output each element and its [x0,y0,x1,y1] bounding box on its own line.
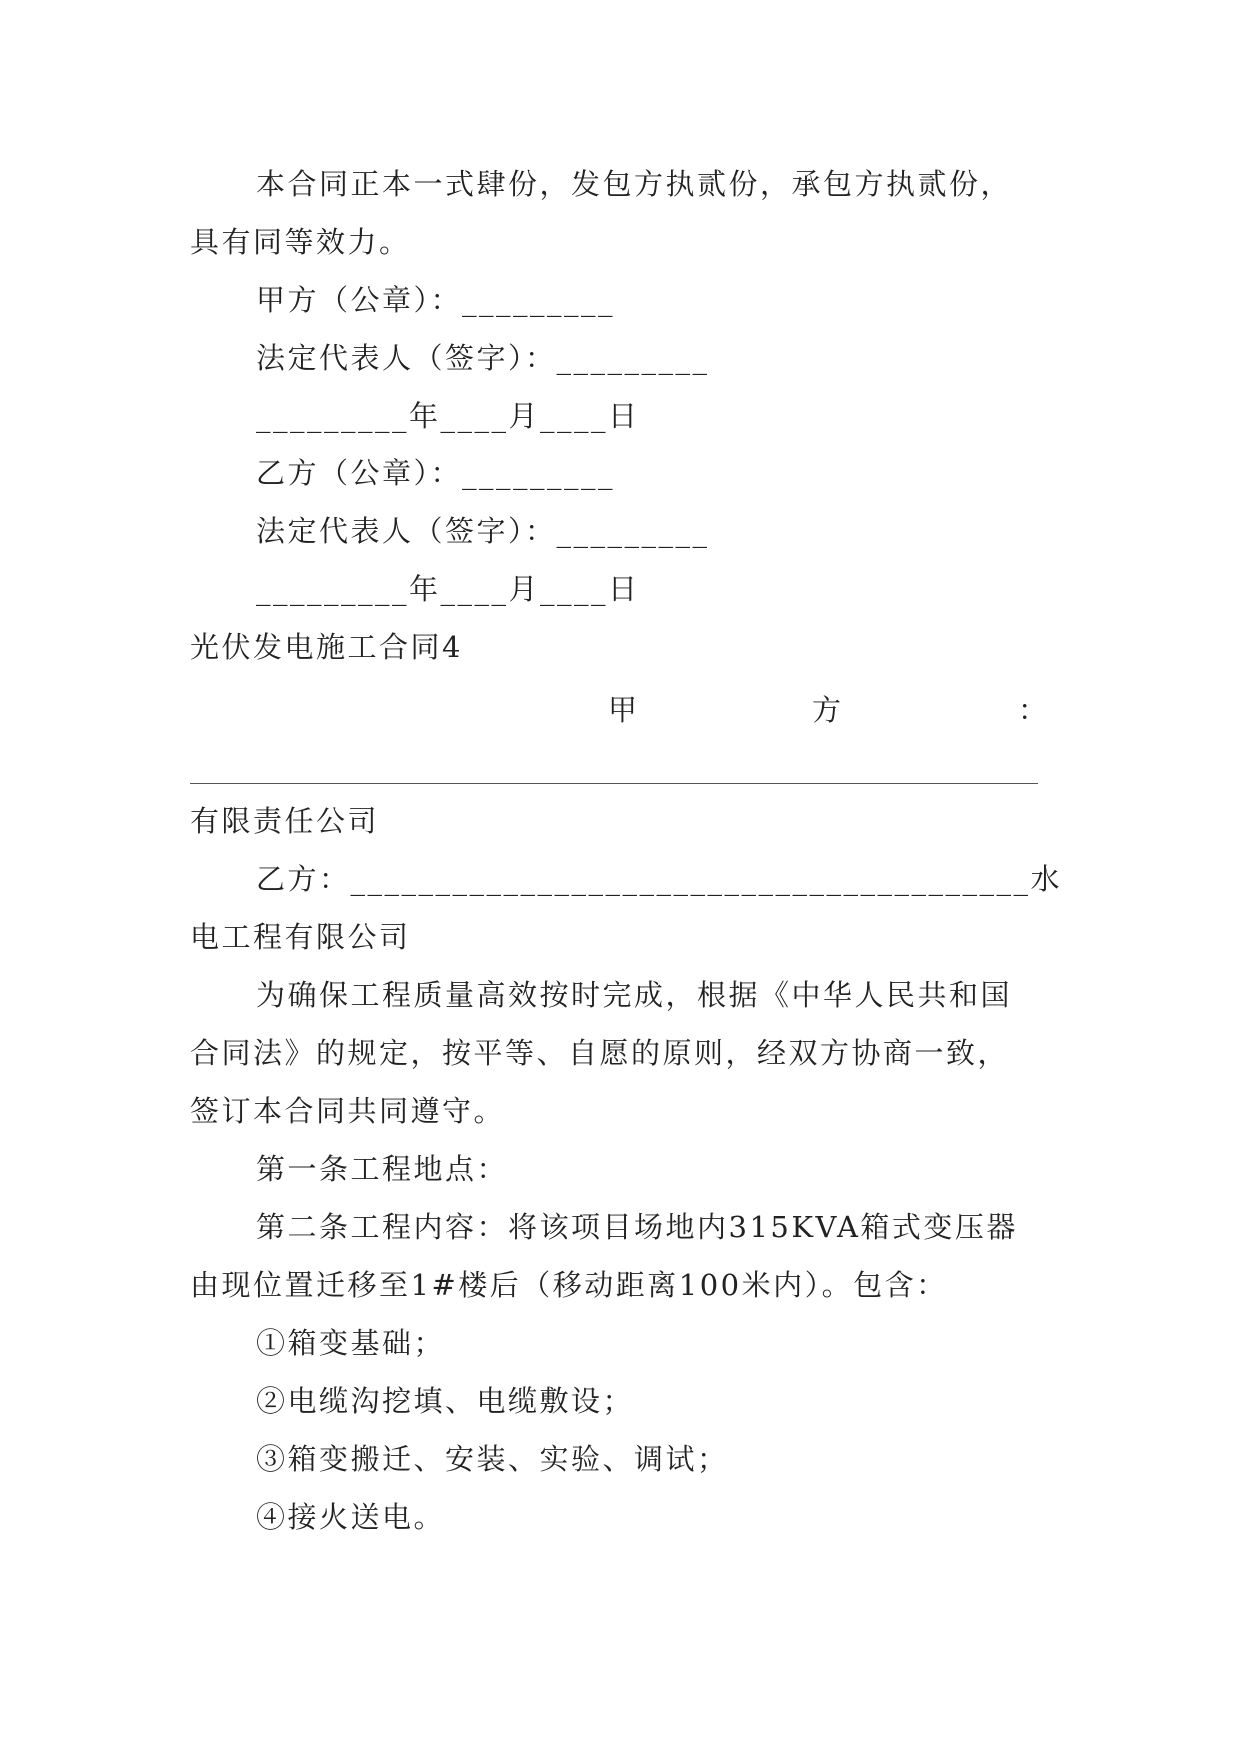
party-a-name-blank [190,783,1038,784]
contract-title: 光伏发电施工合同4 [190,630,463,664]
paragraph-purpose: 为确保工程质量高效按时完成，根据《中华人民共和国 [256,978,1013,1012]
party-a-label-char1: 甲 [608,693,640,727]
party-b-date-line: _________年____月____日 [256,572,640,606]
article-1-location: 第一条工程地点： [256,1152,509,1186]
article-2-content-cont: 由现位置迁移至1#楼后（移动距离100米内）。包含： [190,1268,948,1302]
party-a-name-suffix: 有限责任公司 [190,804,380,838]
list-item-2: ②电缆沟挖填、电缆敷设； [256,1384,635,1418]
party-b-name-line: 乙方：________________________________________水 [256,862,1063,896]
list-item-1: ①箱变基础； [256,1326,446,1360]
party-b-representative-line: 法定代表人（签字）：_________ [256,514,710,548]
party-b-seal-line: 乙方（公章）：_________ [256,456,616,490]
party-a-label-char2: 方 [812,693,844,727]
party-a-date-line: _________年____月____日 [256,399,640,433]
paragraph-copies-cont: 具有同等效力。 [190,225,411,259]
party-a-representative-line: 法定代表人（签字）：_________ [256,341,710,375]
paragraph-purpose-cont2: 签订本合同共同遵守。 [190,1094,506,1128]
party-a-seal-line: 甲方（公章）：_________ [256,283,616,317]
list-item-3: ③箱变搬迁、安装、实验、调试； [256,1442,729,1476]
paragraph-copies: 本合同正本一式肆份，发包方执贰份，承包方执贰份， [256,167,1013,201]
paragraph-purpose-cont1: 合同法》的规定，按平等、自愿的原则，经双方协商一致， [190,1036,1010,1070]
party-b-name-suffix: 电工程有限公司 [190,920,411,954]
article-2-content: 第二条工程内容：将该项目场地内315KVA箱式变压器 [256,1210,1018,1244]
list-item-4: ④接火送电。 [256,1500,446,1534]
party-a-label-colon: ： [1018,693,1050,727]
